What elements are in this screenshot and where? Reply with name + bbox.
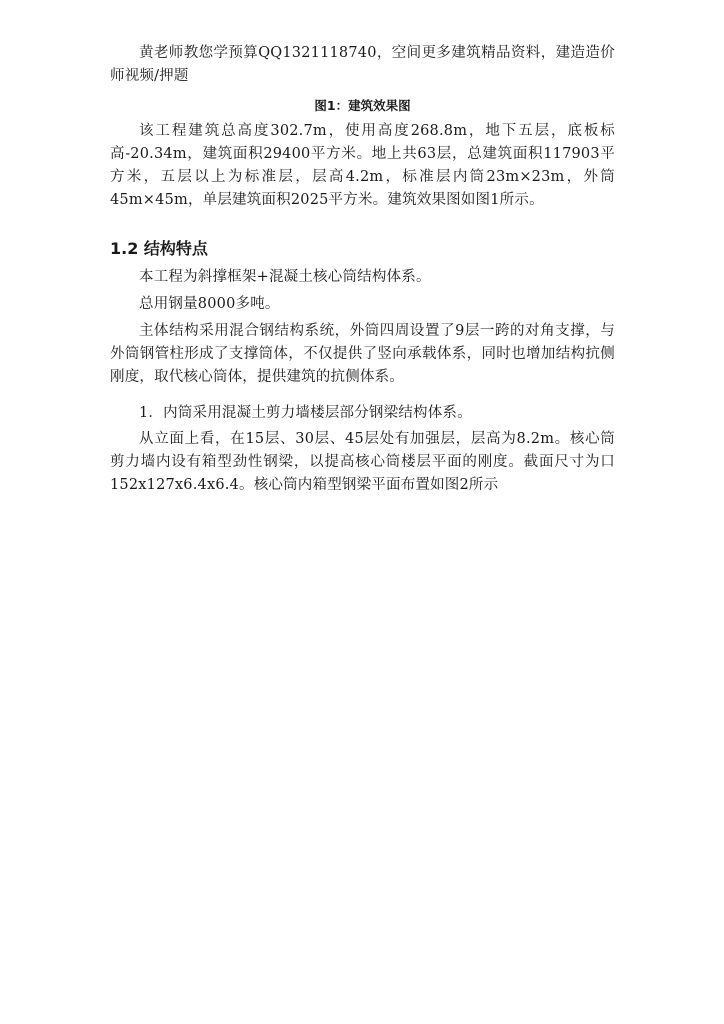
steel-amount-paragraph: 总用钢量8000多吨。	[139, 296, 280, 312]
overview-paragraph: 该工程建筑总高度302.7m，使用高度268.8m，地下五层，底板标高-20.34m，建筑面积29400平方米。地上共63层，总建筑面积117903平方米，五层以上为标准层，层高4.2m，标准层内筒23m×23m，外筒45m×45m，单层建筑面积2025平方米。建筑效果图如图1所示。	[110, 123, 615, 208]
elevation-paragraph: 从立面上看，在15层、30层、45层处有加强层，层高为8.2m。核心筒剪力墙内设有箱型劲性钢梁，以提高核心筒楼层平面的刚度。截面尺寸为口152x127x6.4x6.4。核心筒内箱型钢梁平面布置如图2所示	[110, 431, 615, 493]
intro-paragraph: 黄老师教您学预算QQ1321118740，空间更多建筑精品资料，建造造价师视频/押题	[110, 45, 615, 84]
figure-caption: 图1：建筑效果图	[314, 98, 411, 113]
structure-system-paragraph: 本工程为斜撑框架+混凝土核心筒结构体系。	[139, 269, 431, 285]
section-heading: 1.2 结构特点	[110, 239, 208, 258]
inner-tube-paragraph: 1．内筒采用混凝土剪力墙楼层部分钢梁结构体系。	[139, 405, 472, 421]
main-structure-paragraph: 主体结构采用混合钢结构系统，外筒四周设置了9层一跨的对角支撑，与外筒钢管柱形成了支撑筒体，不仅提供了竖向承载体系，同时也增加结构抗侧刚度，取代核心筒体，提供建筑的抗侧体系。	[110, 323, 615, 385]
